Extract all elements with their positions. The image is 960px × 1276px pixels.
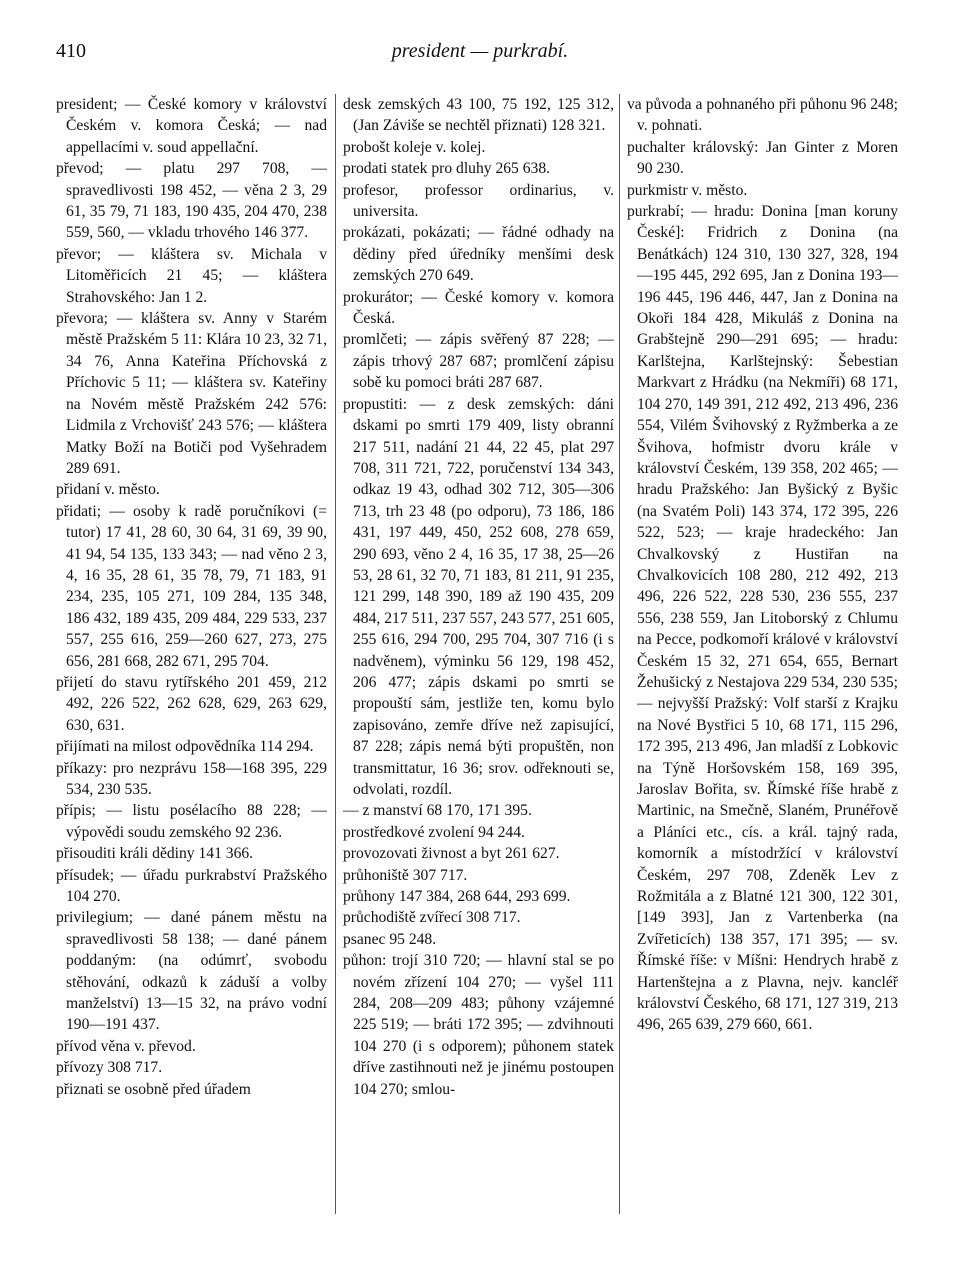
index-entry: přijetí do stavu rytířského 201 459, 212 492, 226 522, 262 628, 629, 263 629, 630, 631. <box>56 673 327 734</box>
index-entry: provozovati živnost a byt 261 627. <box>343 845 560 863</box>
index-entry: privilegium; — dané pánem městu na spravedlivosti 58 138; — dané pánem poddaným: (na odúmrť, svobodu stěhování, odkazů k záduší a volby manželství) 13—15 32, na právo vodní 190—191 437. <box>56 909 327 1034</box>
index-entry: propustiti: — z desk zemských: dáni dskami po smrti 179 409, listy obranní 217 511, nadání 21 44, 22 45, plat 297 708, 311 721, 722, poručenství 134 343, odkaz 19 43, odhad 302 712, 305—306 713, trh 23 48 (po odporu), 73 186, 186 431, 197 449, 450, 252 608, 278 659, 290 693, věno 2 4, 16 35, 17 38, 25—26 53, 28 61, 32 70, 71 183, 81 211, 91 235, 121 299, 148 390, 189 až 190 435, 209 484, 217 511, 237 557, 243 577, 251 605, 255 616, 294 700, 295 704, 307 716 (i s nadvěnem), výminku 56 129, 198 452, 206 477; zápis dskami po smrti se propouští sám, jestliže ten, komu bylo zapisováno, zemře dříve než zapisující, 87 228; zápis nemá býti propuštěn, non transmittatur, 16 36; srov. odřeknouti se, odvolati, rozdíl. <box>343 395 614 798</box>
index-entry: přívod věna v. převod. <box>56 1037 196 1055</box>
page-number: 410 <box>56 40 86 62</box>
column-divider <box>619 94 620 1214</box>
index-entry: puchalter královský: Jan Ginter z Moren 90 230. <box>627 138 898 178</box>
entry-list <box>56 94 327 1100</box>
index-entry: převora; — kláštera sv. Anny v Starém městě Pražském 5 11: Klára 10 23, 32 71, 34 76, Anna Kateřina Příchovská z Příchovic 5 11; — kláštera sv. Kateřiny na Novém městě Pražském 242 576: Lidmila z Vrchovišť 243 576; — kláštera Matky Boží na Botiči pod Vyšehradem 289 691. <box>56 310 327 477</box>
index-entry: přidati; — osoby k radě poručníkovi (= tutor) 17 41, 28 60, 30 64, 31 69, 39 90, 41 94, 54 135, 133 343; — nad věno 2 3, 4, 16 35, 28 61, 35 78, 79, 71 183, 91 234, 235, 105 271, 109 284, 135 348, 186 432, 189 435, 209 484, 229 533, 237 557, 255 616, 259—260 627, 273, 275 656, 281 668, 282 671, 295 704. <box>56 502 327 670</box>
index-entry: převod; — platu 297 708, — spravedlivosti 198 452, — věna 2 3, 29 61, 35 79, 71 183, 190 435, 204 470, 238 559, 560, — vkladu trhového 146 377. <box>56 160 327 242</box>
index-entry: desk zemských 43 100, 75 192, 125 312, (Jan Záviše se nechtěl přiznati) 128 321. <box>343 96 614 135</box>
index-entry: promlčeti; — zápis svěřený 87 228; — zápis trhový 287 687; promlčení zápisu sobě ku pomoci bráti 287 687. <box>343 331 614 392</box>
index-entry: prostředkové zvolení 94 244. <box>343 823 525 841</box>
index-entry: příkazy: pro nezprávu 158—168 395, 229 534, 230 535. <box>56 759 327 798</box>
index-entry: purkmistr v. město. <box>627 181 748 199</box>
index-entry: přiznati se osobně před úřadem <box>56 1080 251 1098</box>
index-entry: prokázati, pokázati; — řádné odhady na dědiny před úředníky menšími desk zemských 270 649. <box>343 224 614 285</box>
index-entry: přijímati na milost odpovědníka 114 294. <box>56 738 314 756</box>
entry-list <box>343 94 614 1100</box>
index-entry: — z manství 68 170, 171 395. <box>343 802 532 820</box>
running-head: president — purkrabí. <box>391 40 569 62</box>
column-divider <box>335 94 336 1214</box>
index-entry: profesor, professor ordinarius, v. universita. <box>343 181 614 221</box>
index-entry: přívozy 308 717. <box>56 1059 163 1077</box>
index-columns <box>56 94 912 1254</box>
index-entry: přisouditi králi dědiny 141 366. <box>56 845 254 863</box>
index-entry: purkrabí; — hradu: Donina [man koruny České]: Fridrich z Donina (na Benátkách) 124 310, 130 327, 328, 194—195 445, 292 695, Jan z Donina 193—196 445, 196 446, 447, Jan z Donina na Okoři 184 428, Mikuláš z Donina na Grabštejně 290—291 695; — hradu: Karlštejna, Karlštejnský: Šebestian Markvart z Hrádku (na Nekmíři) 68 171, 104 270, 149 391, 212 492, 213 496, 236 554, Vilém Švihovský z Ryžmberka a ze Švihova, hofmistr dvoru krále v království Českém, 139 358, 202 465; — hradu Pražského: Jan Byšický z Byšic (na Svatém Poli) 143 374, 172 395, 226 522, 523; — kraje hradeckého: Jan Chvalkovský z Hustiřan na Chvalkovicích 108 280, 212 492, 213 496, 226 522, 228 530, 236 555, 237 556, 238 559, Jan Litoborský z Chlumu na Pecce, podkomoří králové v království Českém 15 32, 271 654, 655, Bernart Žehušický z Nestajova 229 534, 230 535; — nejvyšší Pražský: Volf starší z Krajku na Nové Bystřici 5 10, 68 171, 115 296, 172 395, 213 496, Jan mladší z Lobkovic na Týně Horšovském 158, 169 395, Jaroslav Bořita, sv. Římské říše hrabě z Martinic, na Smečně, Slaném, Prunéřově a Pláníci etc., cís. a král. tajný rada, komorník a místodržící v království Českém, 297 708, Zdeněk Lev z Rožmitála a z Blatné 121 300, 122 301, [149 393], Jan z Vartenberka (na Zvířeticích) 138 357, 171 395; — sv. Římské říše: v Míšni: Hendrych hrabě z Hartenštejna a z Plavna, nejv. kancléř království Českého, 68 171, 127 319, 213 496, 265 639, 279 660, 661. <box>627 203 898 1034</box>
column-1 <box>56 94 327 1254</box>
index-entry: přípis; — listu posélacího 88 228; — výpovědi soudu zemského 92 236. <box>56 802 327 841</box>
index-entry: psanec 95 248. <box>343 930 437 948</box>
index-entry: probošt koleje v. kolej. <box>343 138 486 156</box>
index-entry: průhony 147 384, 268 644, 293 699. <box>343 888 571 906</box>
index-entry: průchodiště zvířecí 308 717. <box>343 909 521 927</box>
index-entry: průhoniště 307 717. <box>343 866 468 884</box>
index-entry: president; — České komory v království Českém v. komora Česká; — nad appellacími v. soud appellační. <box>56 96 327 156</box>
index-entry: přidaní v. město. <box>56 481 160 499</box>
index-entry: převor; — kláštera sv. Michala v Litoměřicích 21 45; — kláštera Strahovského: Jan 1 2. <box>56 245 327 306</box>
index-entry: prodati statek pro dluhy 265 638. <box>343 160 551 178</box>
index-entry: přísudek; — úřadu purkrabství Pražského 104 270. <box>56 866 327 906</box>
index-entry: půhon: trojí 310 720; — hlavní stal se po novém zřízení 104 270; — vyšel 111 284, 208—209 483; půhony vzájemné 225 519; — bráti 172 395; — zdvihnouti 104 270 (i s odporem); půhonem statek dříve zastihnouti než je jinému postoupen 104 270; smlou- <box>343 952 614 1098</box>
column-2 <box>343 94 614 1254</box>
column-3 <box>627 94 898 1254</box>
index-entry: va původa a pohnaného při půhonu 96 248; v. pohnati. <box>627 96 898 135</box>
page-header <box>0 40 960 70</box>
index-entry: prokurátor; — České komory v. komora Česká. <box>343 288 614 328</box>
entry-list <box>627 94 898 1036</box>
